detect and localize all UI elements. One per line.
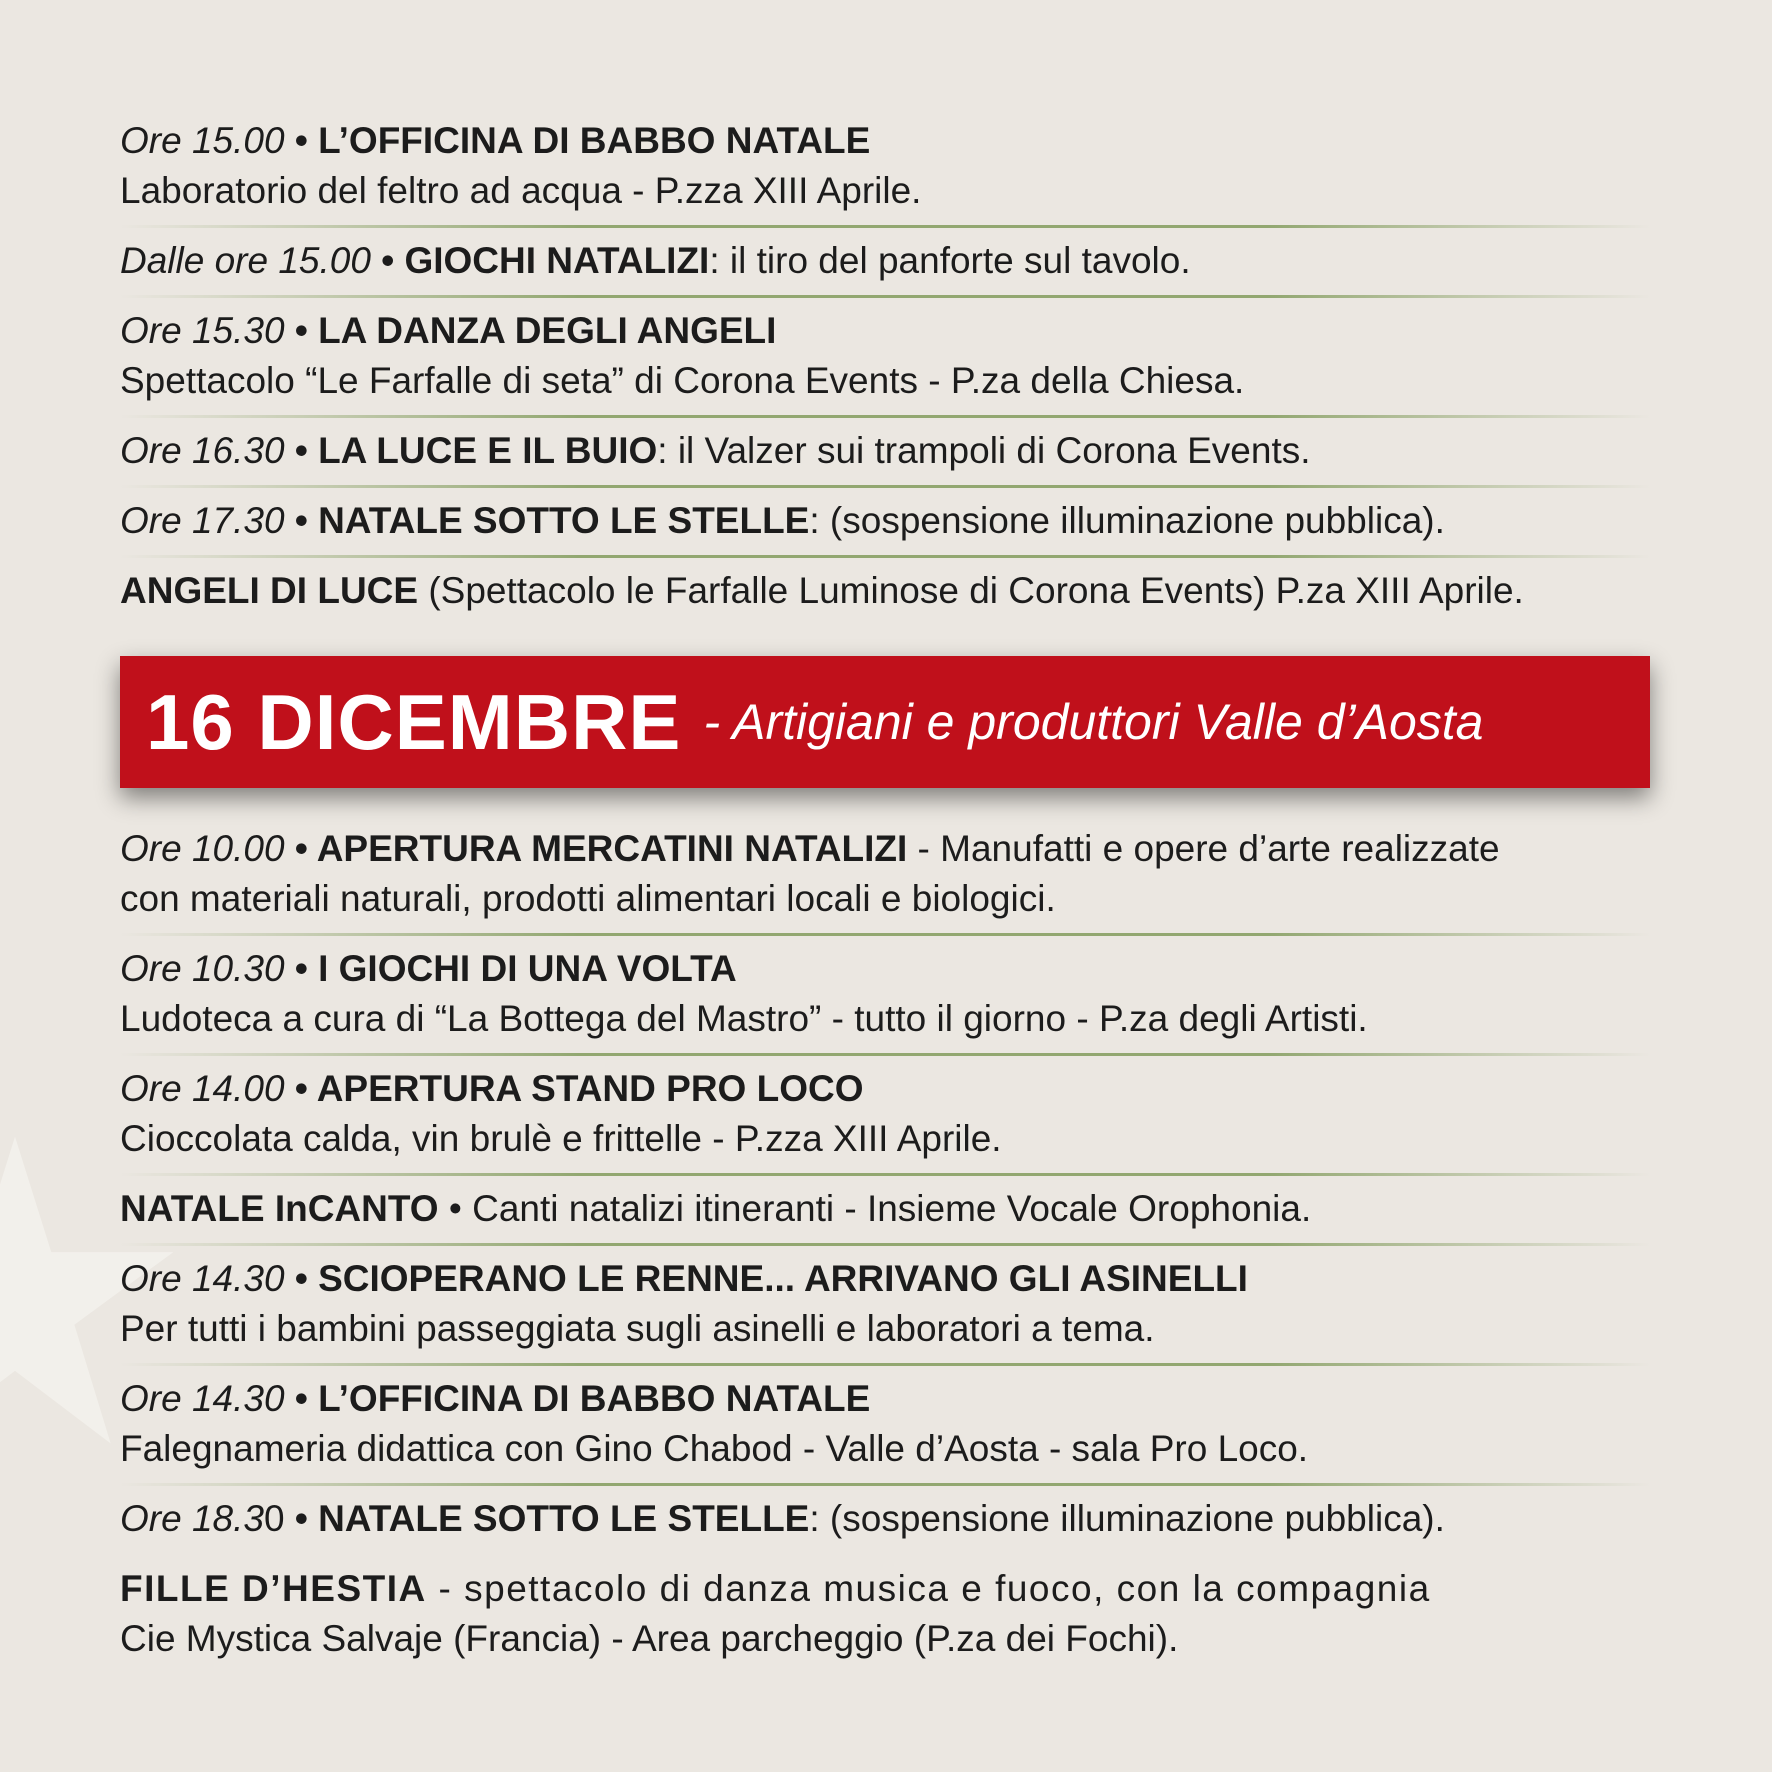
event-detail: : il Valzer sui trampoli di Corona Events. [657, 430, 1311, 471]
event-description: Laboratorio del feltro ad acqua - P.zza XIII Aprile. [120, 170, 922, 211]
event-description: Per tutti i bambini passeggiata sugli asinelli e laboratori a tema. [120, 1308, 1155, 1349]
bullet-separator: • [370, 240, 405, 281]
event-time: Ore 16.30 [120, 430, 285, 471]
banner-subtitle: - Artigiani e produttori Valle d’Aosta [703, 694, 1484, 750]
event-time: Ore 14.30 [120, 1258, 285, 1299]
event-time-digit: 0 [263, 1498, 285, 1539]
bullet-separator: • [284, 430, 319, 471]
event-entry [120, 1486, 1650, 1556]
bullet-separator: • [284, 1068, 317, 1109]
event-description: Cie Mystica Salvaje (Francia) - Area parcheggio (P.za dei Fochi). [120, 1618, 1179, 1659]
bullet-separator: • [284, 1378, 319, 1419]
event-entry [120, 108, 1650, 228]
event-title: NATALE SOTTO LE STELLE [318, 1498, 810, 1539]
event-entry [120, 488, 1650, 558]
event-time: Ore 14.30 [120, 1378, 285, 1419]
event-detail: (Spettacolo le Farfalle Luminose di Corona Events) P.za XIII Aprile. [418, 570, 1524, 611]
event-detail: : (sospensione illuminazione pubblica). [809, 1498, 1445, 1539]
event-time: Ore 15.30 [120, 310, 285, 351]
event-title: LA DANZA DEGLI ANGELI [318, 310, 777, 351]
event-time: Ore 18.3 [120, 1498, 264, 1539]
event-detail: • Canti natalizi itineranti - Insieme Vocale Orophonia. [438, 1188, 1312, 1229]
event-entry [120, 418, 1650, 488]
event-time: Ore 14.00 [120, 1068, 285, 1109]
event-time: Ore 17.30 [120, 500, 285, 541]
event-detail: - Manufatti e opere d’arte realizzate [907, 828, 1500, 869]
event-time: Dalle ore 15.00 [120, 240, 371, 281]
bullet-separator: • [284, 500, 319, 541]
event-entry [120, 1056, 1650, 1176]
event-title: LA LUCE E IL BUIO [318, 430, 658, 471]
event-title: APERTURA MERCATINI NATALIZI [316, 828, 908, 869]
event-description: Spettacolo “Le Farfalle di seta” di Corona Events - P.za della Chiesa. [120, 360, 1245, 401]
banner-date: 16 DICEMBRE [146, 677, 682, 766]
event-title: SCIOPERANO LE RENNE... ARRIVANO GLI ASINELLI [318, 1258, 1248, 1299]
event-entry [120, 1246, 1650, 1366]
event-title: L’OFFICINA DI BABBO NATALE [318, 120, 871, 161]
event-time: Ore 15.00 [120, 120, 285, 161]
event-title: NATALE InCANTO [120, 1188, 439, 1229]
event-entry [120, 1556, 1650, 1676]
event-entry [120, 558, 1650, 628]
event-detail: - spettacolo di danza musica e fuoco, con la compagnia [426, 1568, 1431, 1609]
event-time: Ore 10.00 [120, 828, 285, 869]
event-description: Cioccolata calda, vin brulè e frittelle - P.zza XIII Aprile. [120, 1118, 1002, 1159]
event-detail: : il tiro del panforte sul tavolo. [709, 240, 1191, 281]
event-description: Ludoteca a cura di “La Bottega del Mastro” - tutto il giorno - P.za degli Artisti. [120, 998, 1368, 1039]
event-title: I GIOCHI DI UNA VOLTA [318, 948, 737, 989]
event-entry [120, 1366, 1650, 1486]
bullet-separator: • [284, 1258, 319, 1299]
program-content [120, 108, 1650, 1676]
event-title: GIOCHI NATALIZI [404, 240, 710, 281]
bullet-separator: • [284, 1498, 319, 1539]
bullet-separator: • [284, 120, 319, 161]
bullet-separator: • [284, 948, 319, 989]
event-title: APERTURA STAND PRO LOCO [316, 1068, 864, 1109]
date-banner [120, 656, 1650, 788]
event-entry [120, 936, 1650, 1056]
bullet-separator: • [284, 310, 319, 351]
event-description: con materiali naturali, prodotti alimentari locali e biologici. [120, 878, 1056, 919]
event-title: L’OFFICINA DI BABBO NATALE [318, 1378, 871, 1419]
event-title: ANGELI DI LUCE [120, 570, 419, 611]
event-time: Ore 10.30 [120, 948, 285, 989]
event-detail: : (sospensione illuminazione pubblica). [809, 500, 1445, 541]
event-entry [120, 298, 1650, 418]
event-description: Falegnameria didattica con Gino Chabod - Valle d’Aosta - sala Pro Loco. [120, 1428, 1309, 1469]
event-title: FILLE D’HESTIA [120, 1568, 427, 1609]
event-entry [120, 816, 1650, 936]
event-entry [120, 228, 1650, 298]
event-entry [120, 1176, 1650, 1246]
event-title: NATALE SOTTO LE STELLE [318, 500, 810, 541]
bullet-separator: • [284, 828, 317, 869]
